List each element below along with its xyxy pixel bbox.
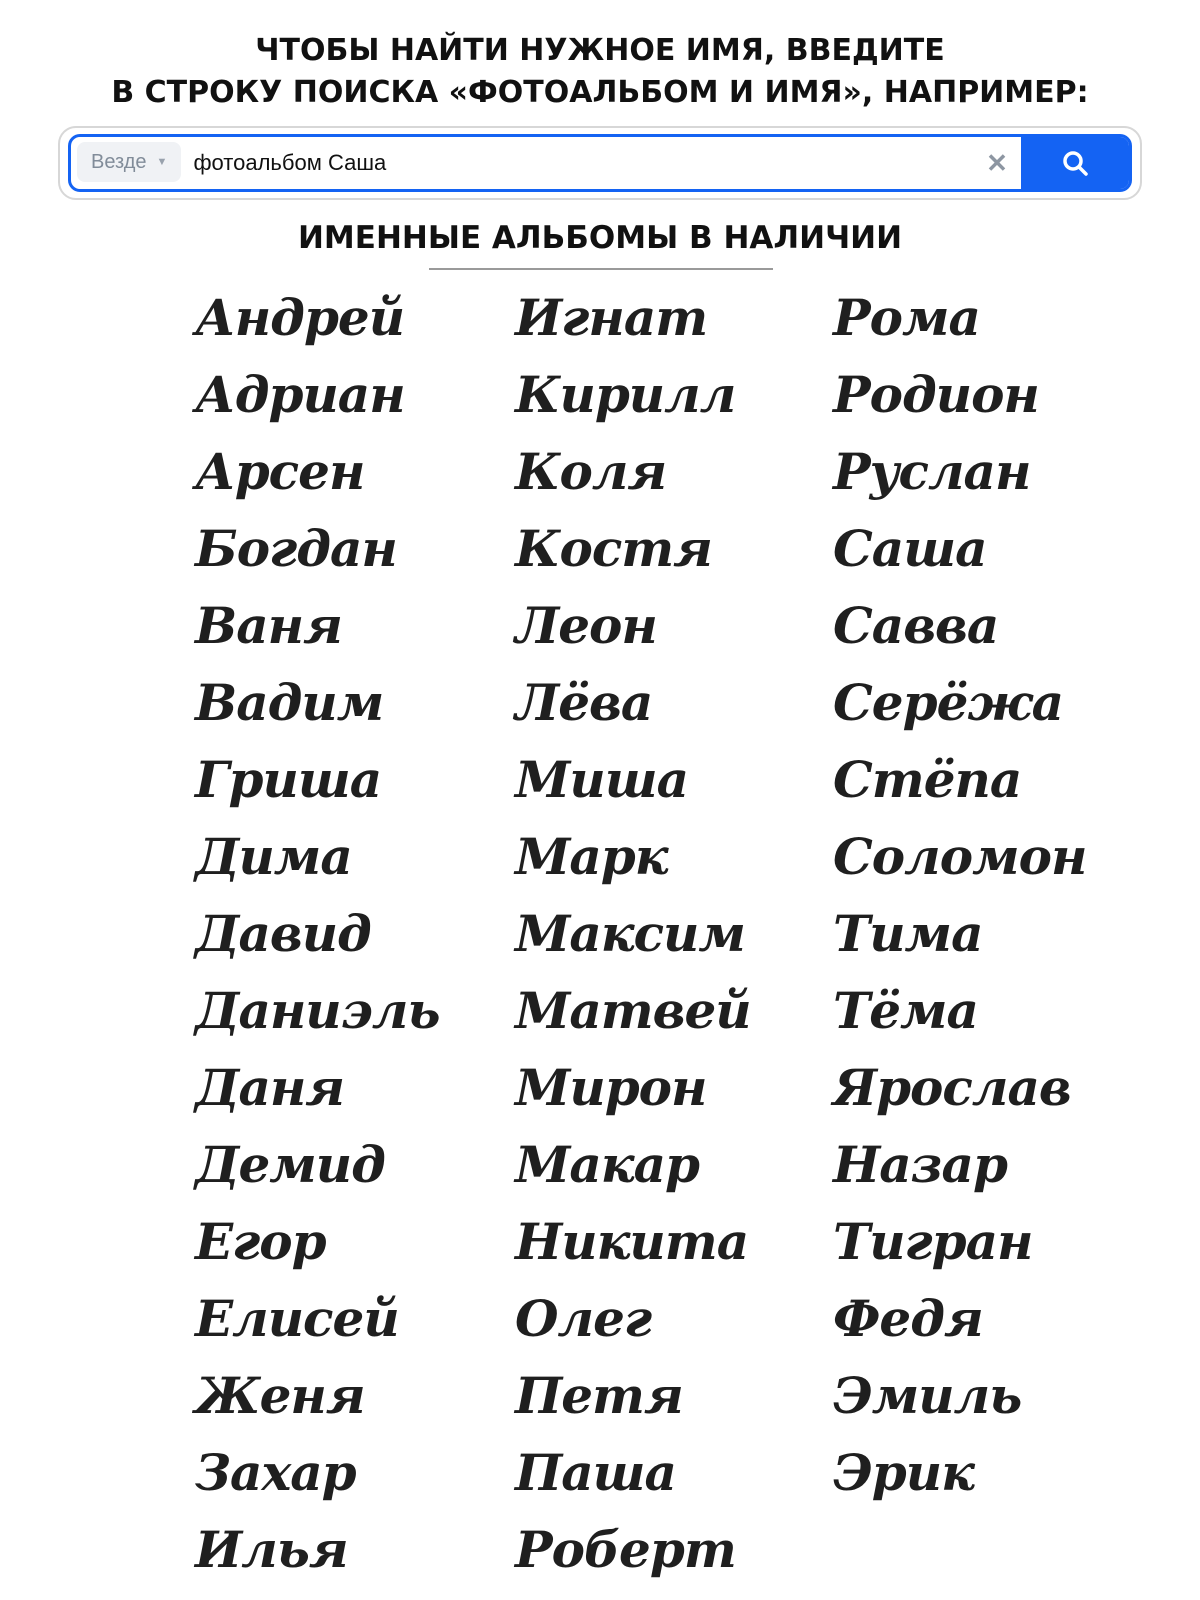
album-name-item: Тигран <box>833 1212 1033 1271</box>
album-name-item: Соломон <box>833 827 1087 886</box>
album-name-item: Миша <box>515 750 689 809</box>
album-name-item: Паша <box>515 1443 676 1502</box>
album-name-item: Вадим <box>195 673 384 732</box>
album-name-item: Савва <box>833 596 999 655</box>
album-name-item: Даня <box>195 1058 345 1117</box>
names-column-1 <box>195 283 525 1592</box>
album-name-item: Эрик <box>833 1443 974 1502</box>
album-name-item: Даниэль <box>195 981 440 1040</box>
album-name-item: Тима <box>833 904 983 963</box>
search-input[interactable] <box>181 137 973 189</box>
album-name-item: Богдан <box>195 519 397 578</box>
album-name-item: Стёпа <box>833 750 1022 809</box>
album-name-item: Кирилл <box>515 365 736 424</box>
search-scope-label: Везде <box>91 150 147 173</box>
section-title: ИМЕННЫЕ АЛЬБОМЫ В НАЛИЧИИ <box>297 220 903 256</box>
album-name-item: Гриша <box>195 750 382 809</box>
section-divider <box>429 268 773 270</box>
instruction-line-2: В СТРОКУ ПОИСКА «ФОТОАЛЬБОМ И ИМЯ», НАПРИМЕР: <box>111 75 1089 110</box>
album-name-item: Максим <box>515 904 745 963</box>
album-name-item: Захар <box>195 1443 356 1502</box>
album-name-item: Костя <box>515 519 712 578</box>
album-name-item: Федя <box>833 1289 983 1348</box>
album-name-item: Саша <box>833 519 987 578</box>
search-bar <box>68 134 1132 192</box>
names-column-2 <box>515 283 845 1592</box>
album-name-item: Никита <box>515 1212 749 1271</box>
album-name-item: Демид <box>195 1135 385 1194</box>
clear-search-button[interactable] <box>973 137 1021 189</box>
album-name-item: Давид <box>195 904 371 963</box>
album-name-item: Рома <box>833 288 980 347</box>
album-name-item: Матвей <box>515 981 751 1040</box>
album-name-item: Дима <box>195 827 352 886</box>
album-name-item: Лёва <box>515 673 653 732</box>
names-column-3 <box>833 283 1163 1515</box>
album-name-item: Роберт <box>515 1520 736 1579</box>
album-name-item: Илья <box>195 1520 348 1579</box>
album-name-item: Елисей <box>195 1289 399 1348</box>
search-bar-frame <box>58 126 1142 200</box>
instruction-line-1: ЧТОБЫ НАЙТИ НУЖНОЕ ИМЯ, ВВЕДИТЕ <box>255 33 945 68</box>
search-icon <box>1061 149 1089 177</box>
album-name-item: Арсен <box>195 442 365 501</box>
chevron-down-icon: ▼ <box>156 156 168 168</box>
album-name-item: Макар <box>515 1135 699 1194</box>
album-name-item: Ваня <box>195 596 342 655</box>
album-name-item: Женя <box>195 1366 365 1425</box>
album-name-item: Адриан <box>195 365 405 424</box>
instruction-headline <box>0 30 1200 114</box>
album-name-item: Андрей <box>195 288 405 347</box>
close-icon: ✕ <box>986 147 1008 178</box>
album-name-item: Руслан <box>833 442 1031 501</box>
album-name-item: Родион <box>833 365 1039 424</box>
album-name-item: Назар <box>833 1135 1007 1194</box>
album-name-item: Олег <box>515 1289 652 1348</box>
album-name-item: Тёма <box>833 981 978 1040</box>
album-name-item: Серёжа <box>833 673 1064 732</box>
album-name-item: Петя <box>515 1366 683 1425</box>
album-name-item: Ярослав <box>833 1058 1071 1117</box>
album-name-item: Леон <box>515 596 657 655</box>
album-name-item: Мирон <box>515 1058 707 1117</box>
album-name-item: Марк <box>515 827 668 886</box>
album-name-item: Игнат <box>515 288 708 347</box>
album-name-item: Эмиль <box>833 1366 1022 1425</box>
album-name-item: Коля <box>515 442 667 501</box>
search-scope-dropdown[interactable] <box>77 142 181 182</box>
search-submit-button[interactable] <box>1021 137 1129 189</box>
album-name-item: Егор <box>195 1212 326 1271</box>
